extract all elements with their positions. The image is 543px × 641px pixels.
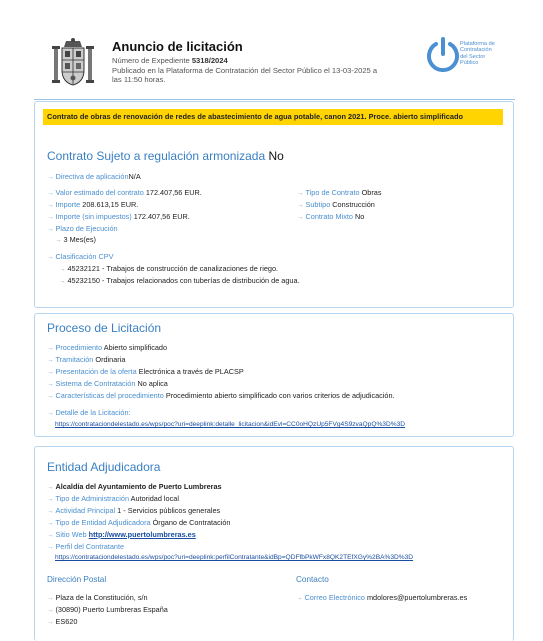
contract-object-banner: Contrato de obras de renovación de redes de abastecimiento de agua potable, canon 2021. Proce. abierto simplificado xyxy=(43,109,503,125)
arrow-icon: → xyxy=(47,532,54,539)
arrow-icon: → xyxy=(47,544,54,551)
tramitacion-row xyxy=(47,355,125,365)
subtipo-value: Construcción xyxy=(332,200,375,209)
direccion-line xyxy=(47,605,168,615)
cpv-label: Clasificación CPV xyxy=(55,252,114,261)
mixto-value: No xyxy=(354,212,365,221)
entity-section-title: Entidad Adjudicadora xyxy=(47,460,161,474)
correo-label: Correo Electrónico xyxy=(304,593,365,602)
arrow-icon: → xyxy=(47,226,54,233)
detalle-row xyxy=(47,408,131,418)
process-section-title: Proceso de Licitación xyxy=(47,321,162,335)
arrow-icon: → xyxy=(47,174,54,181)
mixto-label: Contrato Mixto xyxy=(305,212,353,221)
caracteristicas-label: Características del procedimiento xyxy=(55,391,164,400)
arrow-icon: → xyxy=(47,381,54,388)
actividad-label: Actividad Principal xyxy=(55,506,116,515)
direccion-title: Dirección Postal xyxy=(47,575,107,584)
cpv-text: 45232121 - Trabajos de construcción de canalizaciones de riego. xyxy=(67,264,279,273)
expediente-value: 5318/2024 xyxy=(191,56,228,65)
cpv-text: 45232150 - Trabajos relacionados con tuberías de distribución de agua. xyxy=(67,276,300,285)
tipo-entidad-row xyxy=(47,518,230,528)
spain-coat-of-arms-icon xyxy=(52,38,94,88)
arrow-icon: → xyxy=(59,266,66,273)
arrow-icon: → xyxy=(297,214,304,221)
arrow-icon: → xyxy=(47,496,54,503)
presentacion-value: Electrónica a través de PLACSP xyxy=(138,367,244,376)
arrow-icon: → xyxy=(297,190,304,197)
plazo-label: Plazo de Ejecución xyxy=(55,224,118,233)
arrow-icon: → xyxy=(47,214,54,221)
correo-row xyxy=(296,593,467,603)
header-divider xyxy=(34,99,515,100)
subtipo-row xyxy=(297,200,375,210)
arrow-icon: → xyxy=(55,237,62,244)
importe-sin-label: Importe (sin impuestos) xyxy=(55,212,132,221)
page-title: Anuncio de licitación xyxy=(112,39,243,54)
presentacion-label: Presentación de la oferta xyxy=(55,367,137,376)
contract-card xyxy=(34,101,514,308)
correo-value[interactable]: mdolores@puertolumbreras.es xyxy=(366,593,468,602)
published-line-1: Publicado en la Plataforma de Contratación del Sector Público el 13-03-2025 a xyxy=(112,65,378,75)
caracteristicas-value: Procedimiento abierto simplificado con varios criterios de adjudicación. xyxy=(165,391,395,400)
direccion-text: ES620 xyxy=(55,617,78,626)
armonizada-label: Contrato Sujeto a regulación armonizada xyxy=(47,149,266,163)
importe-label: Importe xyxy=(55,200,81,209)
arrow-icon: → xyxy=(47,357,54,364)
detalle-label: Detalle de la Licitación: xyxy=(55,408,131,417)
caracteristicas-row xyxy=(47,391,395,401)
platform-line: Plataforma de xyxy=(460,41,495,47)
contract-section-title xyxy=(47,149,284,163)
subtipo-label: Subtipo xyxy=(305,200,331,209)
arrow-icon: → xyxy=(59,278,66,285)
sistema-label: Sistema de Contratación xyxy=(55,379,136,388)
direccion-line xyxy=(47,593,148,603)
tipo-admin-label: Tipo de Administración xyxy=(55,494,130,503)
detalle-link-row xyxy=(55,420,405,429)
arrow-icon: → xyxy=(47,595,54,602)
actividad-row xyxy=(47,506,220,516)
platform-name xyxy=(460,41,515,66)
plazo-row xyxy=(47,224,118,234)
expediente-label: Número de Expediente xyxy=(112,56,190,65)
tipo-entidad-label: Tipo de Entidad Adjudicadora xyxy=(55,518,151,527)
arrow-icon: → xyxy=(297,202,304,209)
perfil-label: Perfil del Contratante xyxy=(55,542,125,551)
arrow-icon: → xyxy=(47,254,54,261)
entidad-nombre: Alcaldía del Ayuntamiento de Puerto Lumbreras xyxy=(55,482,222,491)
cpv-item xyxy=(59,264,278,274)
valor-estimado-value: 172.407,56 EUR. xyxy=(145,188,202,197)
platform-line: Contratación xyxy=(460,47,492,54)
header-meta xyxy=(112,56,432,85)
sitio-web-row xyxy=(47,530,196,540)
arrow-icon: → xyxy=(47,345,54,352)
tipo-label: Tipo de Contrato xyxy=(305,188,360,197)
platform-line: Público xyxy=(460,59,479,66)
directiva-label: Directiva de aplicación xyxy=(55,172,129,181)
detalle-link[interactable]: https://contrataciondelestado.es/wps/poc?uri=deeplink:detalle_licitacion&idEvl=CC0oHQzUp5FVg4S9zvaQpQ%3D%3D xyxy=(55,421,406,428)
arrow-icon: → xyxy=(47,607,54,614)
valor-estimado-row xyxy=(47,188,202,198)
perfil-link[interactable]: https://contrataciondelestado.es/wps/poc?uri=deeplink:perfilContratante&idBp=QDFfbPkWFx8QK2TEfXGy%2BA%3D%3D xyxy=(55,554,414,561)
plazo-value-row xyxy=(55,235,96,245)
cpv-item xyxy=(59,276,300,286)
importe-row xyxy=(47,200,138,210)
armonizada-value: No xyxy=(268,149,284,163)
sitio-web-link[interactable]: http://www.puertolumbreras.es xyxy=(88,530,196,539)
arrow-icon: → xyxy=(47,520,54,527)
arrow-icon: → xyxy=(47,619,54,626)
tipo-admin-row xyxy=(47,494,179,504)
tramitacion-value: Ordinaria xyxy=(95,355,126,364)
entity-card xyxy=(34,446,514,641)
tipo-row xyxy=(297,188,382,198)
procedimiento-value: Abierto simplificado xyxy=(103,343,168,352)
platform-line: del Sector xyxy=(460,53,486,60)
arrow-icon: → xyxy=(47,369,54,376)
arrow-icon: → xyxy=(47,508,54,515)
contacto-title: Contacto xyxy=(296,575,329,584)
perfil-row xyxy=(47,542,124,552)
actividad-value: 1 - Servicios públicos generales xyxy=(117,506,221,515)
arrow-icon: → xyxy=(47,393,54,400)
arrow-icon: → xyxy=(47,410,54,417)
procedimiento-row xyxy=(47,343,167,353)
perfil-link-row xyxy=(55,553,413,562)
tipo-value: Obras xyxy=(361,188,382,197)
direccion-line xyxy=(47,617,77,627)
direccion-text: (30890) Puerto Lumbreras España xyxy=(55,605,168,614)
sistema-row xyxy=(47,379,168,389)
sitio-web-label: Sitio Web xyxy=(55,530,87,539)
sistema-value: No aplica xyxy=(137,379,168,388)
page-header xyxy=(0,0,543,96)
directiva-value: N/A xyxy=(128,172,141,181)
cpv-row xyxy=(47,252,114,262)
tipo-entidad-value: Órgano de Contratación xyxy=(152,518,231,527)
presentacion-row xyxy=(47,367,244,377)
plazo-value: 3 Mes(es) xyxy=(63,235,96,244)
arrow-icon: → xyxy=(47,484,54,491)
arrow-icon: → xyxy=(47,202,54,209)
importe-sin-row xyxy=(47,212,190,222)
entidad-nombre-row xyxy=(47,482,222,492)
tramitacion-label: Tramitación xyxy=(55,355,94,364)
process-card xyxy=(34,313,514,437)
tipo-admin-value: Autoridad local xyxy=(130,494,179,503)
importe-value: 208.613,15 EUR. xyxy=(82,200,139,209)
arrow-icon: → xyxy=(47,190,54,197)
published-line-2: las 11:50 horas. xyxy=(112,75,166,84)
procedimiento-label: Procedimiento xyxy=(55,343,103,352)
arrow-icon: → xyxy=(296,595,303,602)
valor-estimado-label: Valor estimado del contrato xyxy=(55,188,144,197)
mixto-row xyxy=(297,212,364,222)
importe-sin-value: 172.407,56 EUR. xyxy=(133,212,190,221)
directiva-row xyxy=(47,172,141,182)
direccion-text: Plaza de la Constitución, s/n xyxy=(55,593,148,602)
